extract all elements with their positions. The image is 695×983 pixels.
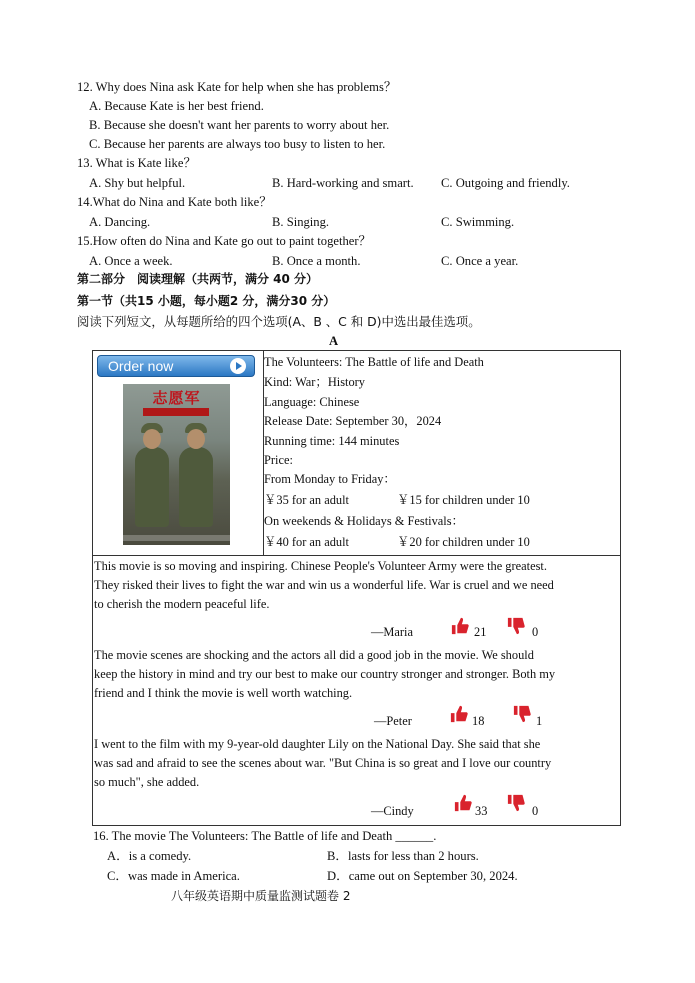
soldier-figure-right <box>179 447 213 527</box>
review-maria-line-3: to cherish the modern peaceful life. <box>94 597 270 611</box>
review-maria-author: —Maria <box>371 625 413 639</box>
question-12-option-c: C. Because her parents are always too busy to listen to her. <box>89 137 386 151</box>
passage-label: A <box>329 334 339 348</box>
weekday-adult-price: ￥35 for an adult <box>264 493 349 507</box>
weekday-label: From Monday to Friday： <box>264 472 396 486</box>
instruction: 阅读下列短文，从每题所给的四个选项(A、B 、C 和 D)中选出最佳选项。 <box>77 314 481 329</box>
question-14-option-c: C. Swimming. <box>441 215 515 229</box>
thumbs-up-icon[interactable] <box>450 705 468 723</box>
price-label: Price: <box>264 453 293 467</box>
review-peter-line-1: The movie scenes are shocking and the actors all did a good job in the movie. We should <box>94 648 534 662</box>
movie-kind: Kind: War；History <box>264 375 365 389</box>
soldier-figure-left <box>135 447 169 527</box>
question-16-option-d: D．came out on September 30, 2024. <box>327 869 518 883</box>
arrow-right-icon <box>230 358 246 374</box>
question-16-option-c: C．was made in America. <box>107 869 240 883</box>
review-peter-author: —Peter <box>374 714 412 728</box>
movie-running-time: Running time: 144 minutes <box>264 434 400 448</box>
weekend-child-price: ￥20 for children under 10 <box>397 535 530 549</box>
movie-poster <box>123 384 230 545</box>
part-title: 第二部分 阅读理解（共两节，满分 40 分） <box>77 272 319 286</box>
question-14-stem: 14.What do Nina and Kate both like？ <box>77 195 272 209</box>
review-peter-likes: 18 <box>472 714 485 728</box>
review-maria-likes: 21 <box>474 625 487 639</box>
question-13-option-b: B. Hard-working and smart. <box>272 176 414 190</box>
review-cindy-dislikes: 0 <box>532 804 539 818</box>
poster-banner <box>143 408 209 416</box>
weekday-child-price: ￥15 for children under 10 <box>397 493 530 507</box>
review-peter-line-2: keep the history in mind and try our best to make our country stronger and stronger. Both my <box>94 667 556 681</box>
question-14-option-a: A. Dancing. <box>89 215 151 229</box>
movie-language: Language: Chinese <box>264 395 360 409</box>
table-divider-horizontal <box>93 555 620 556</box>
review-maria-line-2: They risked their lives to fight the war and win us a wonderful life. War is cruel and we need <box>94 578 554 592</box>
thumbs-up-icon[interactable] <box>454 794 472 812</box>
question-12-option-a: A. Because Kate is her best friend. <box>89 99 264 113</box>
thumbs-down-icon[interactable] <box>513 705 531 723</box>
review-cindy-line-2: was sad and afraid to see the scenes about war. "But China is so great and I love our country <box>94 756 552 770</box>
movie-release-date: Release Date: September 30，2024 <box>264 414 442 428</box>
review-maria-dislikes: 0 <box>532 625 539 639</box>
thumbs-down-icon[interactable] <box>507 617 525 635</box>
question-15-stem: 15.How often do Nina and Kate go out to paint together？ <box>77 234 372 248</box>
question-14-option-b: B. Singing. <box>272 215 330 229</box>
question-12-stem: 12. Why does Nina ask Kate for help when she has problems？ <box>77 80 397 94</box>
question-16-stem: 16. The movie The Volunteers: The Battle of life and Death ______. <box>93 829 437 843</box>
weekend-label: On weekends & Holidays & Festivals： <box>264 514 464 528</box>
question-15-option-a: A. Once a week. <box>89 254 173 268</box>
section-title: 第一节（共15 小题，每小题2 分，满分30 分） <box>77 294 336 308</box>
question-12-option-b: B. Because she doesn't want her parents to worry about her. <box>89 118 390 132</box>
question-15-option-b: B. Once a month. <box>272 254 361 268</box>
review-peter-dislikes: 1 <box>536 714 543 728</box>
review-cindy-author: —Cindy <box>371 804 414 818</box>
review-cindy-line-1: I went to the film with my 9-year-old daughter Lily on the National Day. She said that she <box>94 737 541 751</box>
question-13-stem: 13. What is Kate like？ <box>77 156 197 170</box>
review-peter-line-3: friend and I think the movie is well worth watching. <box>94 686 353 700</box>
page-footer: 八年级英语期中质量监测试题卷 2 <box>171 889 351 903</box>
poster-title: 志愿军 <box>152 389 201 407</box>
review-cindy-line-3: so much", she added. <box>94 775 200 789</box>
review-cindy-likes: 33 <box>475 804 488 818</box>
order-now-label: Order now <box>108 358 174 374</box>
movie-ad-table <box>92 350 621 826</box>
weekend-adult-price: ￥40 for an adult <box>264 535 349 549</box>
question-16-option-b: B．lasts for less than 2 hours. <box>327 849 479 863</box>
question-15-option-c: C. Once a year. <box>441 254 519 268</box>
movie-title: The Volunteers: The Battle of life and Death <box>264 355 484 369</box>
question-13-option-a: A. Shy but helpful. <box>89 176 186 190</box>
poster-footer-strip <box>123 535 230 541</box>
question-16-option-a: A．is a comedy. <box>107 849 192 863</box>
order-now-button[interactable] <box>97 355 255 377</box>
thumbs-up-icon[interactable] <box>451 617 469 635</box>
review-maria-line-1: This movie is so moving and inspiring. Chinese People's Volunteer Army were the greatest. <box>94 559 547 573</box>
question-13-option-c: C. Outgoing and friendly. <box>441 176 570 190</box>
thumbs-down-icon[interactable] <box>507 794 525 812</box>
